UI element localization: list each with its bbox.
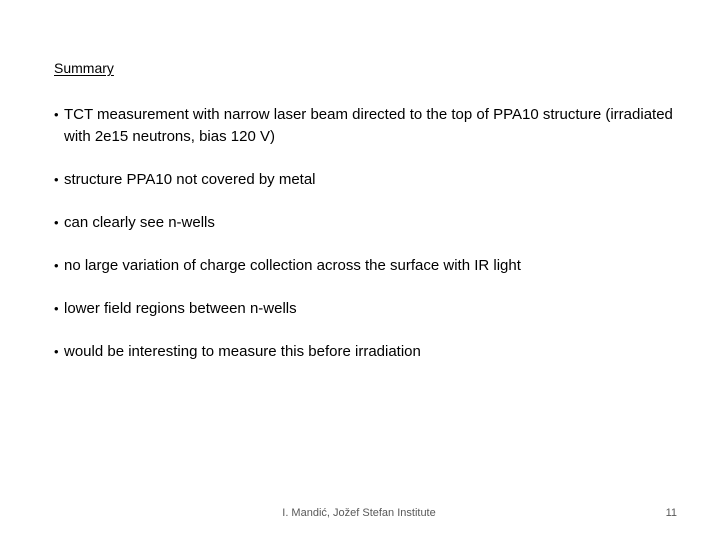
- bullet-item: [54, 255, 674, 277]
- bullet-text: structure PPA10 not covered by metal: [64, 171, 316, 188]
- bullet-marker: •: [54, 344, 59, 359]
- bullet-text: would be interesting to measure this before irradiation: [64, 343, 421, 360]
- bullet-text: TCT measurement with narrow laser beam directed to the top of PPA10 structure (irradiated with 2e15 neutrons, bias 120 V): [64, 106, 673, 145]
- footer-author: I. Mandić, Jožef Stefan Institute: [282, 507, 436, 519]
- bullet-item: [54, 169, 674, 191]
- bullet-marker: •: [54, 215, 59, 230]
- bullet-marker: •: [54, 172, 59, 187]
- bullet-item: [54, 298, 674, 320]
- bullet-marker: •: [54, 107, 59, 122]
- slide-title: Summary: [54, 60, 114, 76]
- bullet-list: [54, 104, 674, 384]
- page-number: 11: [665, 507, 677, 519]
- bullet-text: lower field regions between n-wells: [64, 300, 297, 317]
- bullet-text: no large variation of charge collection across the surface with IR light: [64, 257, 521, 274]
- bullet-item: [54, 104, 674, 148]
- bullet-item: [54, 341, 674, 363]
- bullet-item: [54, 212, 674, 234]
- bullet-marker: •: [54, 258, 59, 273]
- bullet-marker: •: [54, 301, 59, 316]
- bullet-text: can clearly see n-wells: [64, 214, 215, 231]
